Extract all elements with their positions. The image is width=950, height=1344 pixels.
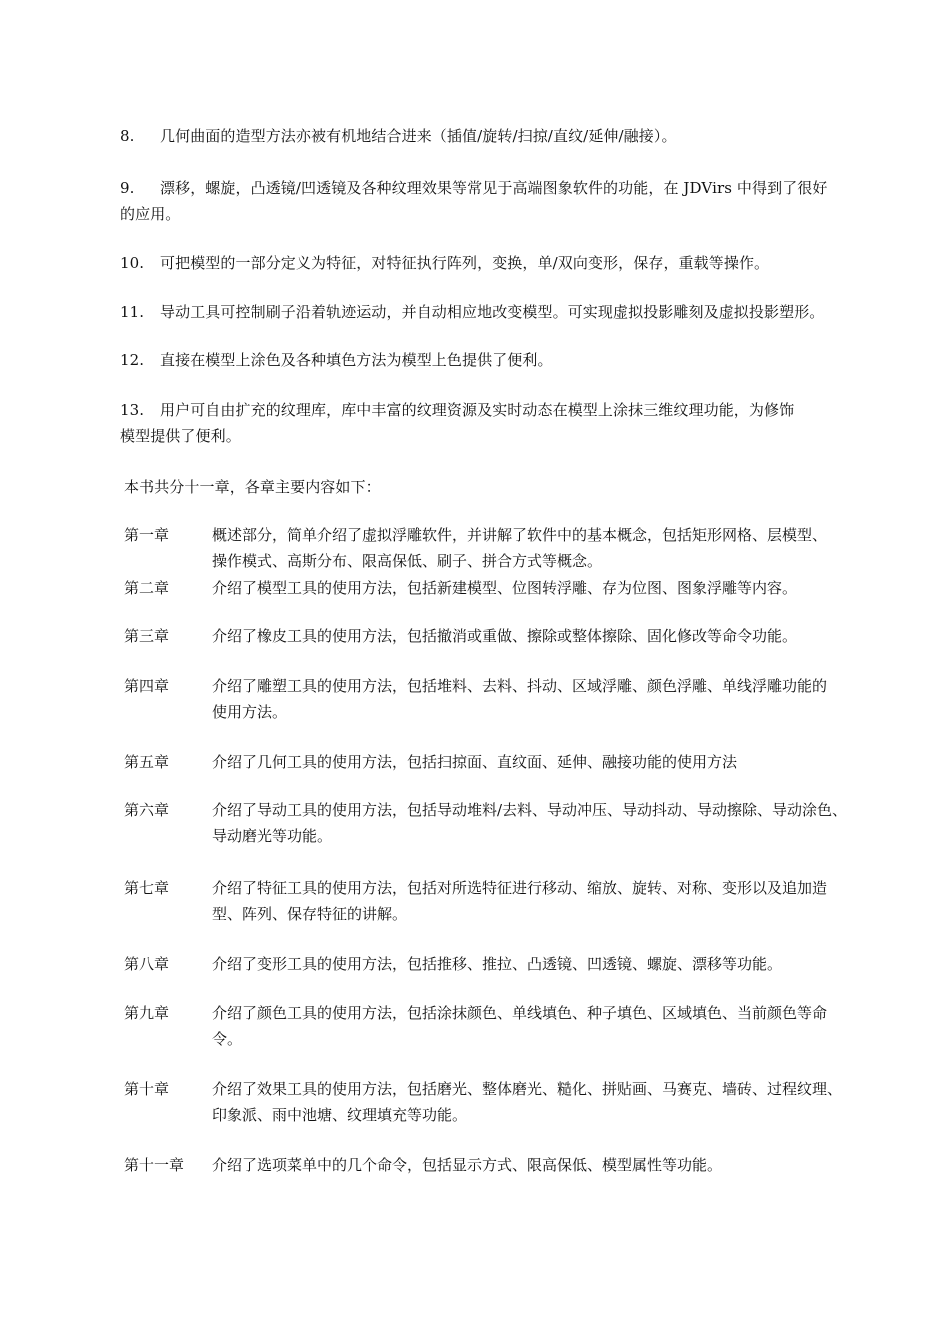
chapter-title: 第七章 (124, 879, 170, 897)
chapter-desc: 介绍了特征工具的使用方法，包括对所选特征进行移动、缩放、旋转、对称、变形以及追加造 (212, 879, 828, 897)
chapter-desc: 介绍了雕塑工具的使用方法，包括堆料、去料、抖动、区域浮雕、颜色浮雕、单线浮雕功能的 (212, 677, 828, 695)
feature-text: 可把模型的一部分定义为特征，对特征执行阵列，变换，单/双向变形，保存，重载等操作。 (160, 254, 770, 272)
chapter-desc: 介绍了导动工具的使用方法，包括导动堆料/去料、导动冲压、导动抖动、导动擦除、导动涂色、 (212, 801, 848, 819)
feature-item-8 (120, 126, 677, 146)
feature-number: 10. (120, 254, 145, 272)
chapter-title: 第六章 (124, 801, 170, 819)
feature-item-11 (120, 302, 824, 322)
feature-item-10 (120, 253, 769, 273)
feature-item-9 (120, 178, 828, 198)
chapter-desc: 型、阵列、保存特征的讲解。 (212, 905, 408, 923)
feature-item-13-cont (120, 426, 241, 446)
feature-number: 13. (120, 401, 145, 419)
feature-text: 导动工具可控制刷子沿着轨迹运动，并自动相应地改变模型。可实现虚拟投影雕刻及虚拟投影塑形。 (160, 303, 825, 321)
chapter-title: 第九章 (124, 1004, 170, 1022)
chapter-desc: 介绍了几何工具的使用方法，包括扫掠面、直纹面、延伸、融接功能的使用方法 (212, 753, 738, 771)
chapters-intro: 本书共分十一章，各章主要内容如下： (124, 478, 381, 496)
feature-item-12 (120, 350, 553, 370)
chapter-desc: 印象派、雨中池塘、纹理填充等功能。 (212, 1106, 468, 1124)
chapter-desc: 介绍了模型工具的使用方法，包括新建模型、位图转浮雕、存为位图、图象浮雕等内容。 (212, 579, 798, 597)
feature-text: 几何曲面的造型方法亦被有机地结合进来（插值/旋转/扫掠/直纹/延伸/融接）。 (160, 127, 677, 145)
chapter-desc: 介绍了效果工具的使用方法，包括磨光、整体磨光、糙化、拼贴画、马赛克、墙砖、过程纹理、 (212, 1080, 843, 1098)
feature-text: 模型提供了便利。 (120, 427, 241, 445)
feature-text: 用户可自由扩充的纹理库，库中丰富的纹理资源及实时动态在模型上涂抹三维纹理功能，为修饰 (160, 401, 795, 419)
feature-text: 直接在模型上涂色及各种填色方法为模型上色提供了便利。 (160, 351, 553, 369)
chapter-desc: 概述部分，简单介绍了虚拟浮雕软件，并讲解了软件中的基本概念，包括矩形网格、层模型、 (212, 526, 828, 544)
feature-number: 11. (120, 303, 145, 321)
chapter-desc: 介绍了橡皮工具的使用方法，包括撤消或重做、擦除或整体擦除、固化修改等命令功能。 (212, 627, 798, 645)
chapter-title: 第三章 (124, 627, 170, 645)
feature-number: 8. (120, 127, 135, 145)
feature-number: 12. (120, 351, 145, 369)
chapter-desc: 介绍了变形工具的使用方法，包括推移、推拉、凸透镜、凹透镜、螺旋、漂移等功能。 (212, 955, 783, 973)
chapter-desc: 介绍了颜色工具的使用方法，包括涂抹颜色、单线填色、种子填色、区域填色、当前颜色等命 (212, 1004, 828, 1022)
feature-item-13 (120, 400, 794, 420)
chapter-title: 第八章 (124, 955, 170, 973)
chapter-desc: 使用方法。 (212, 703, 288, 721)
chapter-title: 第四章 (124, 677, 170, 695)
chapter-title: 第十一章 (124, 1156, 185, 1174)
chapter-desc: 操作模式、高斯分布、限高保低、刷子、拼合方式等概念。 (212, 552, 603, 570)
chapter-desc: 导动磨光等功能。 (212, 827, 333, 845)
chapter-desc: 令。 (212, 1030, 243, 1048)
chapter-desc: 介绍了选项菜单中的几个命令，包括显示方式、限高保低、模型属性等功能。 (212, 1156, 723, 1174)
chapter-title: 第二章 (124, 579, 170, 597)
feature-number: 9. (120, 179, 135, 197)
feature-text: 漂移，螺旋，凸透镜/凹透镜及各种纹理效果等常见于高端图象软件的功能，在 JDVirs 中得到了很好 (160, 179, 828, 197)
chapter-title: 第五章 (124, 753, 170, 771)
feature-text: 的应用。 (120, 205, 181, 223)
chapter-title: 第一章 (124, 526, 170, 544)
chapter-title: 第十章 (124, 1080, 170, 1098)
feature-item-9-cont (120, 204, 180, 224)
